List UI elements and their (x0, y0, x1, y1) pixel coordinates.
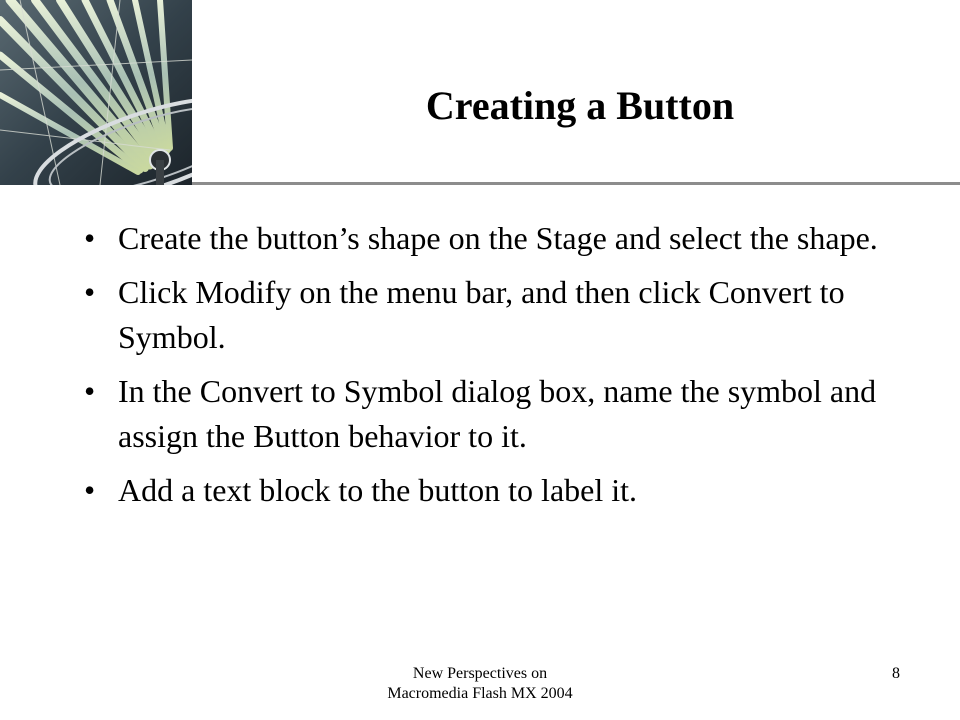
bullet-list (80, 216, 880, 522)
bullet-dot-icon: • (84, 373, 96, 409)
bullet-text: In the Convert to Symbol dialog box, name the symbol and assign the Button behavior to it. (118, 373, 877, 454)
page-number: 8 (892, 665, 900, 682)
bullet-item (80, 270, 880, 360)
bullet-dot-icon: • (84, 220, 96, 256)
slide-title: Creating a Button (425, 83, 735, 128)
corner-photo-decoration (0, 0, 192, 185)
bullet-item (80, 369, 880, 459)
bullet-item (80, 216, 880, 261)
footer-course-title (330, 664, 630, 704)
bullet-text: Click Modify on the menu bar, and then click Convert to Symbol. (118, 274, 845, 355)
bullet-item (80, 468, 880, 513)
title-divider (192, 182, 960, 185)
footer-line-2: Macromedia Flash MX 2004 (387, 685, 573, 702)
bullet-text: Add a text block to the button to label it. (118, 472, 638, 508)
bullet-text: Create the button’s shape on the Stage and select the shape. (118, 220, 878, 256)
footer-line-1: New Perspectives on (412, 665, 548, 682)
bullet-dot-icon: • (84, 274, 96, 310)
bullet-dot-icon: • (84, 472, 96, 508)
